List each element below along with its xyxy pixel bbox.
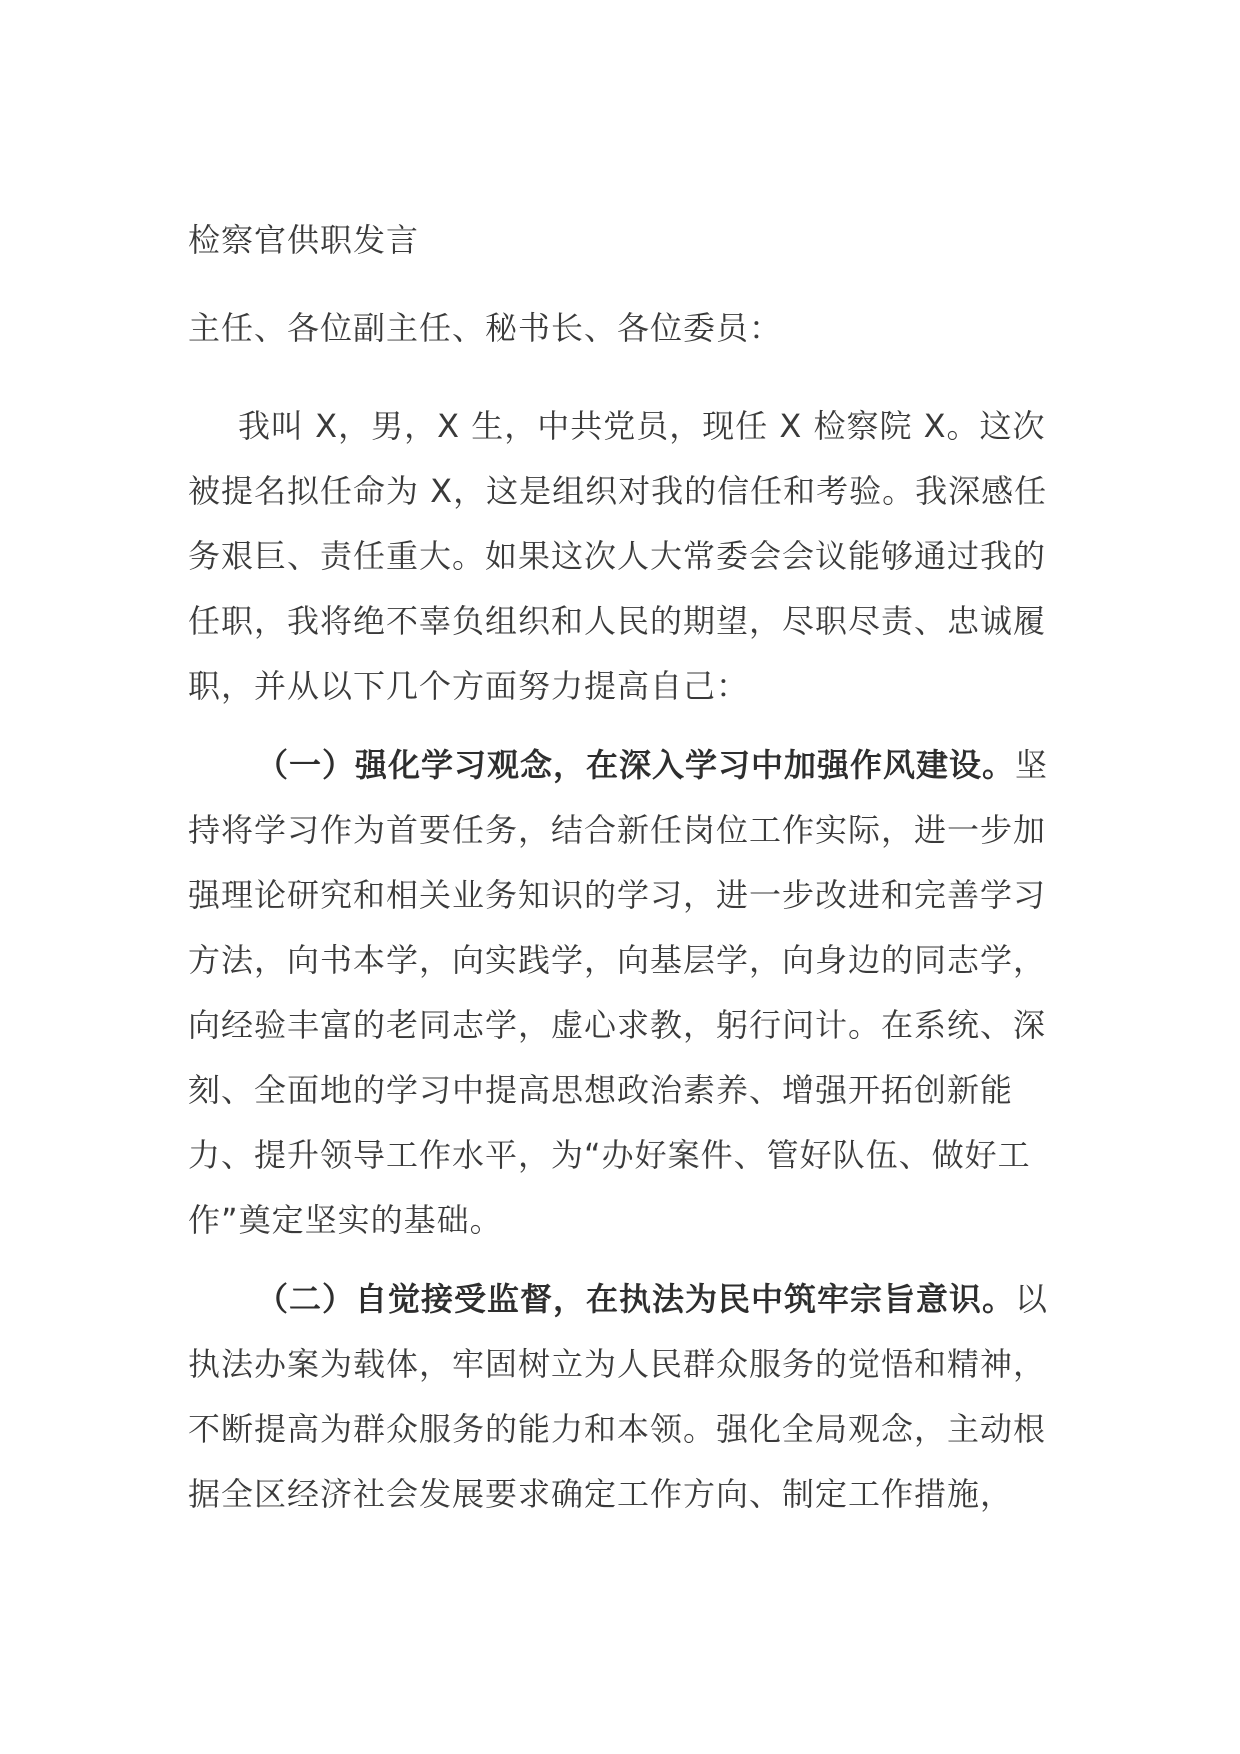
section-2-heading: （二）自觉接受监督，在执法为民中筑牢宗旨意识。: [256, 1280, 1016, 1318]
section-1-heading: （一）强化学习观念，在深入学习中加强作风建设。: [256, 746, 1016, 784]
intro-paragraph: 我叫 X，男，X 生，中共党员，现任 X 检察院 X。这次被提名拟任命为 X，这是组织对我的信任和考验。我深感任务艰巨、责任重大。如果这次人大常委会会议能够通过我的任职，我将绝不辜负组织和人民的期望，尽职尽责、忠诚履职，并从以下几个方面努力提高自己：: [188, 407, 1048, 705]
document-page: [188, 220, 1068, 1541]
section-2-body: 以执法办案为载体，牢固树立为人民群众服务的觉悟和精神，不断提高为群众服务的能力和本领。强化全局观念，主动根据全区经济社会发展要求确定工作方向、制定工作措施，: [188, 1280, 1049, 1513]
salutation: 主任、各位副主任、秘书长、各位委员：: [188, 309, 783, 347]
section-1-body: 坚持将学习作为首要任务，结合新任岗位工作实际，进一步加强理论研究和相关业务知识的学习，进一步改进和完善学习方法，向书本学，向实践学，向基层学，向身边的同志学，向经验丰富的老同志学，虚心求教，躬行问计。在系统、深刻、全面地的学习中提高思想政治素养、增强开拓创新能力、提升领导工作水平，为“办好案件、管好队伍、做好工作”奠定坚实的基础。: [188, 746, 1049, 1239]
section-1-paragraph: [188, 733, 1068, 1253]
section-2-paragraph: [188, 1267, 1068, 1527]
document-title: 检察官供职发言: [188, 221, 420, 259]
